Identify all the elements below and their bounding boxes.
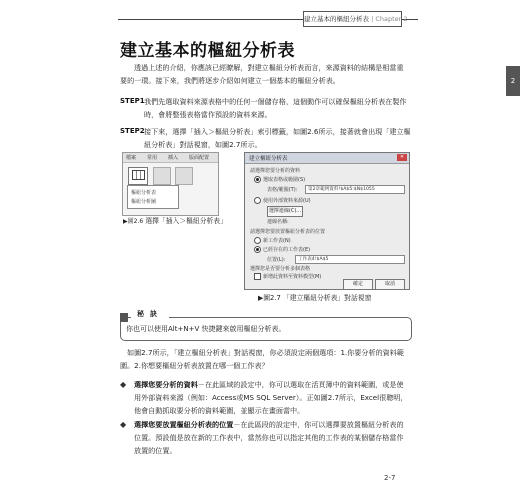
tip-text: 你也可以使用Alt+N+V 快捷鍵來啟用樞紐分析表。: [126, 325, 286, 333]
dialog-titlebar: [245, 153, 409, 164]
dialog-section-label: 請選擇您要放置樞紐分析表的位置: [250, 229, 326, 235]
ribbon-tab: 常用: [147, 155, 158, 161]
close-icon: ✕: [397, 154, 407, 161]
radio-label: 已經存在的工作表(E): [263, 247, 311, 253]
figure-2-7-dialog: [244, 152, 410, 290]
figure-2-7-caption: [258, 292, 371, 302]
ribbon-tabs: [123, 153, 218, 163]
caption-prefix: ▶圖2.7: [258, 294, 281, 302]
field-label: 連線名稱:: [267, 219, 289, 225]
bullet-text: [134, 418, 410, 457]
radio-select-table: [254, 176, 261, 183]
data-model-checkbox: [254, 273, 261, 280]
caption-text: 選擇「插入＞樞紐分析表」: [145, 217, 227, 225]
choose-connection-button: 選擇連線(C)...: [267, 206, 303, 217]
ribbon-tab: 版面配置: [189, 155, 210, 161]
radio-existing-worksheet: [254, 246, 261, 253]
dialog-section-label: 請選擇您要分析的資料: [250, 168, 301, 174]
menu-item: 樞紐分析圖: [131, 199, 157, 205]
pivot-dropdown-menu: [127, 185, 179, 209]
field-label: 位置(L):: [267, 257, 286, 263]
ribbon-tab: 插入: [168, 155, 179, 161]
checkbox-label: 新增此資料至資料模型(M): [263, 274, 322, 280]
step-label: STEP1: [120, 97, 145, 105]
bullet-text: [134, 378, 410, 417]
dialog-title: 建立樞紐分析表: [249, 156, 288, 162]
cancel-button: 取消: [375, 279, 405, 290]
step-text: 我們先選取資料來源表格中的任何一個儲存格，這個動作可以確保樞紐分析表在製作時，會將整張表格當作預設的資料來源。: [144, 97, 407, 119]
tip-heading: 秘訣: [131, 309, 169, 319]
bullet-body: －在此區段的設定中，你可以選擇要放置樞紐分析表的位置。預設值是放在新的工作表中，當然你也可以指定其他的工作表的某個儲存格當作放置的位置。: [134, 420, 404, 455]
section-title: 建立基本的樞紐分析表: [120, 41, 295, 61]
step-label: STEP2: [120, 127, 145, 135]
bullet-bold: 選擇您要放置樞紐分析表的位置: [134, 420, 234, 429]
ribbon-tab: 檔案: [126, 155, 137, 161]
step-text: 接下來，選擇「插入＞樞紐分析表」索引標籤，如圖2.6所示，接著就會出現「建立樞紐分析表」對話視窗，如圖2.7所示。: [144, 127, 411, 149]
diamond-bullet-icon: ◆: [120, 380, 127, 389]
location-field: 工作表4!$A$5: [295, 255, 405, 264]
radio-label: 選取表格或範圍(S): [263, 177, 306, 183]
recommended-pivottable-button: [153, 167, 171, 185]
pivottable-button: [128, 167, 148, 185]
figure-2-6-caption: [123, 216, 233, 227]
table-range-field: 第2章範例資料!$A$5:$N$1055: [305, 185, 405, 194]
running-header: [303, 11, 408, 27]
bullet-body: －在此區域的設定中，你可以選取在活頁簿中的資料範圍，或是使用外部資料來源（例如：Access或MS SQL Server）。正如圖2.7所示，Excel很聰明，他會自動抓取要分析的資料範圍，並顯示在畫面當中。: [134, 380, 408, 415]
radio-new-worksheet: [254, 237, 261, 244]
radio-external-source: [254, 197, 261, 204]
radio-label: 使用外部資料來源(U): [263, 198, 311, 204]
table-button: [175, 167, 193, 185]
field-label: 表格/範圍(T):: [267, 187, 298, 193]
caption-text: 「建立樞紐分析表」對話視窗: [283, 294, 372, 302]
ok-button: 確定: [343, 279, 373, 290]
body-paragraph: 如圖2.7所示，「建立樞紐分析表」對話視窗，你必須設定兩個選項：1.你要分析的資料範圍。2.你想要樞紐分析表放置在哪一個工作表？: [120, 348, 404, 370]
header-section: 建立基本的樞紐分析表: [304, 15, 369, 23]
tip-marker: [120, 313, 128, 322]
intro-paragraph: 透過上述的介紹，你應該已經瞭解，對建立樞紐分析表而言，來源資料的結構是相當重要的一環。接下來，我們將逐步介紹如何建立一個基本的樞紐分析表。: [120, 63, 404, 85]
figure-2-6-screenshot: [122, 152, 219, 216]
dialog-section-label: 選擇您是否要分析多個表格: [250, 266, 311, 272]
header-chapter-sep: |: [369, 15, 376, 23]
menu-item: 樞紐分析表: [131, 190, 157, 196]
radio-label: 新工作表(N): [263, 238, 291, 244]
chapter-side-tab: 2: [506, 66, 520, 96]
diamond-bullet-icon: ◆: [120, 420, 127, 429]
pivottable-icon: [132, 170, 145, 180]
header-chapter: Chapter 2: [375, 15, 408, 23]
bullet-bold: 選擇您要分析的資料: [134, 380, 198, 389]
page-number: 2-7: [384, 474, 396, 482]
caption-prefix: ▶圖2.6: [123, 218, 144, 225]
